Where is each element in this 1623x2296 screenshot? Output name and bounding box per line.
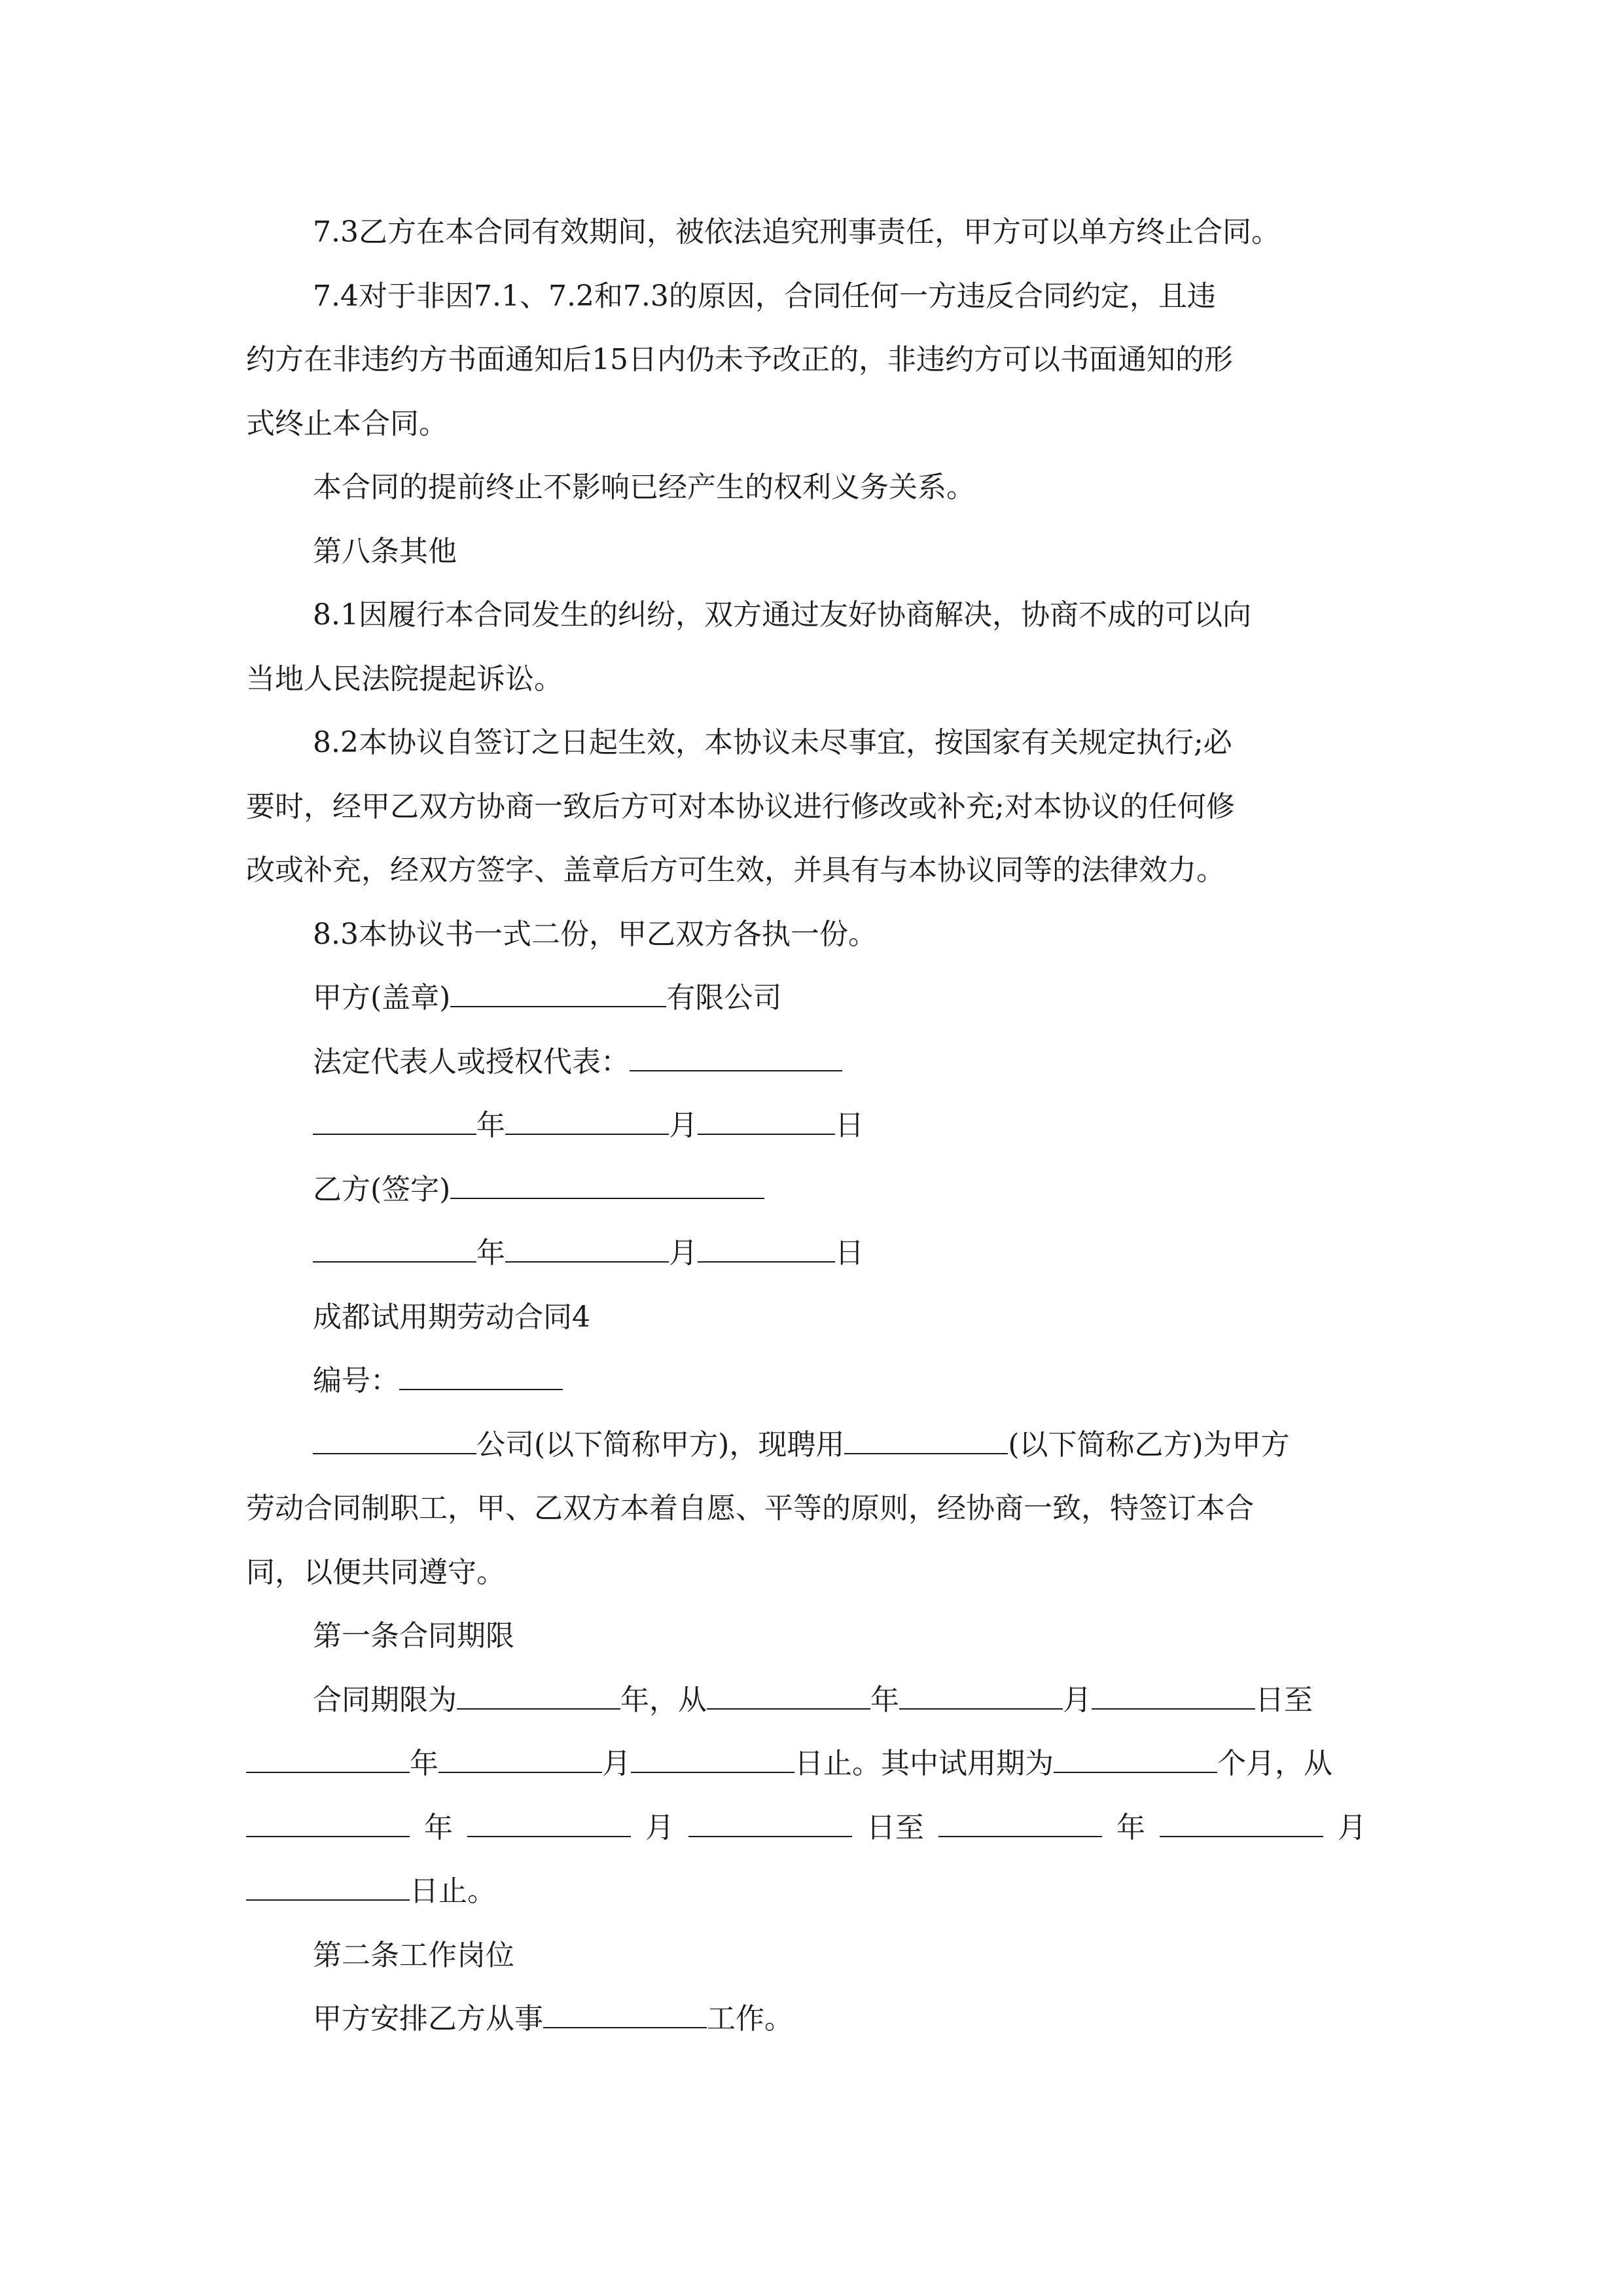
number-label: 编号： (313, 1364, 399, 1397)
term-text-c: 日至 (1255, 1683, 1313, 1717)
contract-title: 成都试用期劳动合同4 (313, 1300, 590, 1334)
party-b-signature-blank[interactable] (450, 1167, 764, 1198)
article-8-title: 第八条其他 (313, 534, 457, 568)
clause-7-4-line2: 约方在非违约方书面通知后15日内仍未予改正的，非违约方可以书面通知的形 (246, 343, 1233, 376)
job-text-a: 甲方安排乙方从事 (313, 2002, 543, 2036)
job-text-b: 工作。 (707, 2002, 793, 2036)
probation-start-year-blank[interactable] (246, 1805, 410, 1837)
year-blank[interactable] (313, 1231, 476, 1263)
intro-text-b: (以下简称乙方)为甲方 (1008, 1427, 1290, 1462)
party-a-suffix: 有限公司 (666, 981, 782, 1014)
month-label: 月 (1338, 1810, 1366, 1844)
clause-7-3: 7.3乙方在本合同有效期间，被依法追究刑事责任，甲方可以单方终止合同。 (313, 215, 1280, 249)
term-text-a: 合同期限为 (313, 1683, 457, 1717)
employee-blank[interactable] (844, 1422, 1008, 1454)
term-line1 (246, 1668, 1378, 1732)
contract-number-line (246, 1349, 1378, 1413)
probation-months-blank[interactable] (1054, 1742, 1217, 1773)
intro-line1 (246, 1413, 1378, 1477)
job-position-blank[interactable] (543, 1997, 707, 2028)
year-label: 年 (476, 1109, 505, 1142)
term-text-d: 日止。其中试用期为 (794, 1747, 1054, 1780)
day-label: 日 (835, 1109, 864, 1142)
month-label: 月 (602, 1747, 631, 1780)
end-month-blank[interactable] (438, 1742, 602, 1773)
intro-line2: 劳动合同制职工，甲、乙双方本着自愿、平等的原则，经协商一致，特签订本合 (246, 1492, 1254, 1525)
month-label: 月 (1063, 1683, 1092, 1717)
probation-start-day-blank[interactable] (688, 1805, 852, 1837)
term-text-e: 个月，从 (1217, 1747, 1332, 1780)
term-line3 (246, 1796, 1378, 1860)
party-a-seal-line (246, 966, 1378, 1030)
year-label: 年 (476, 1236, 505, 1270)
job-line (246, 1987, 1378, 2051)
party-a-date-line (246, 1094, 1378, 1158)
month-label: 月 (645, 1810, 674, 1844)
day-blank[interactable] (698, 1231, 835, 1263)
intro-line3: 同，以便共同遵守。 (246, 1555, 505, 1589)
party-b-date-line (246, 1221, 1378, 1285)
start-year-blank[interactable] (707, 1677, 870, 1709)
term-years-blank[interactable] (457, 1677, 620, 1709)
article-1-title: 第一条合同期限 (313, 1619, 514, 1653)
clause-8-3: 8.3本协议书一式二份，甲乙双方各执一份。 (313, 917, 877, 951)
clause-8-2-line1: 8.2本协议自签订之日起生效，本协议未尽事宜，按国家有关规定执行;必 (313, 726, 1232, 759)
intro-text-a: 公司(以下简称甲方)，现聘用 (476, 1427, 845, 1462)
end-year-blank[interactable] (246, 1742, 410, 1773)
termination-note: 本合同的提前终止不影响已经产生的权利义务关系。 (313, 471, 975, 504)
day-to-label: 日至 (866, 1810, 924, 1844)
term-line2 (246, 1732, 1378, 1796)
party-b-label: 乙方(签字) (313, 1172, 451, 1206)
legal-rep-label: 法定代表人或授权代表： (313, 1045, 630, 1079)
start-month-blank[interactable] (899, 1677, 1063, 1709)
month-blank[interactable] (505, 1103, 669, 1135)
day-label: 日 (835, 1236, 864, 1270)
company-blank[interactable] (313, 1422, 476, 1454)
year-label: 年 (410, 1747, 438, 1780)
party-a-label: 甲方(盖章) (313, 981, 451, 1014)
year-label: 年 (1116, 1810, 1145, 1844)
month-label: 月 (669, 1109, 698, 1142)
year-label: 年 (870, 1683, 899, 1717)
month-label: 月 (669, 1236, 698, 1270)
end-day-blank[interactable] (631, 1742, 794, 1773)
article-2-title: 第二条工作岗位 (313, 1938, 514, 1972)
probation-end-year-blank[interactable] (938, 1805, 1102, 1837)
clause-8-2-line2: 要时，经甲乙双方协商一致后方可对本协议进行修改或补充;对本协议的任何修 (246, 789, 1235, 823)
probation-end-day-blank[interactable] (246, 1869, 410, 1901)
probation-start-month-blank[interactable] (467, 1805, 631, 1837)
end-label: 日止。 (410, 1874, 496, 1908)
year-label: 年 (424, 1810, 453, 1844)
month-blank[interactable] (505, 1231, 669, 1263)
company-name-blank[interactable] (450, 976, 666, 1007)
contract-number-blank[interactable] (399, 1359, 563, 1390)
term-line4 (246, 1859, 1378, 1924)
clause-8-1-line1: 8.1因履行本合同发生的纠纷，双方通过友好协商解决，协商不成的可以向 (313, 598, 1251, 632)
legal-rep-blank[interactable] (630, 1039, 842, 1071)
clause-7-4-line3: 式终止本合同。 (246, 406, 448, 440)
legal-rep-line (246, 1030, 1378, 1094)
clause-8-2-line3: 改或补充，经双方签字、盖章后方可生效，并具有与本协议同等的法律效力。 (246, 853, 1225, 887)
day-blank[interactable] (698, 1103, 835, 1135)
probation-end-month-blank[interactable] (1160, 1805, 1323, 1837)
clause-8-1-line2: 当地人民法院提起诉讼。 (246, 662, 563, 696)
start-day-blank[interactable] (1092, 1677, 1255, 1709)
clause-7-4-line1: 7.4对于非因7.1、7.2和7.3的原因，合同任何一方违反合同约定，且违 (313, 279, 1216, 313)
year-blank[interactable] (313, 1103, 476, 1135)
term-text-b: 年，从 (620, 1683, 707, 1717)
document-page (246, 200, 1378, 2051)
party-b-sign-line (246, 1158, 1378, 1222)
